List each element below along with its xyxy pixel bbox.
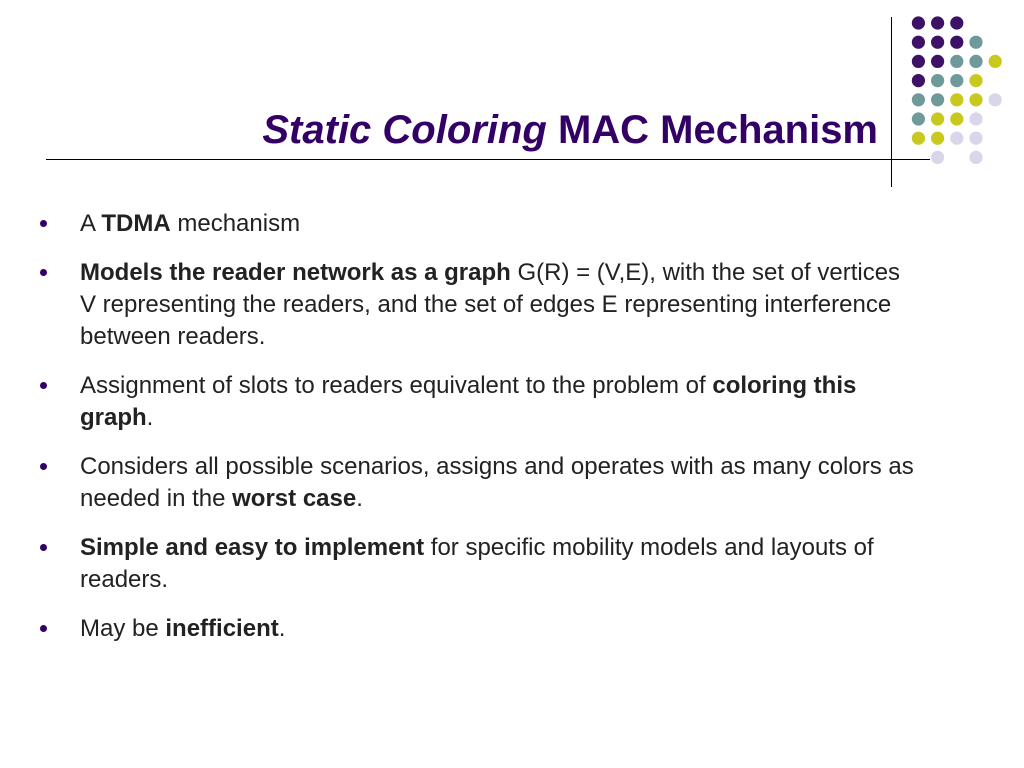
- bullet-text: [80, 534, 874, 593]
- decorative-dot: [912, 93, 925, 106]
- bullet-text-part: May be: [80, 615, 166, 642]
- bullet-text-bold: Simple and easy to implement: [80, 534, 425, 561]
- bullet-text-part: G(R) = (V,E), with the set of vertices V representing the readers, and the set of edges E representing interference between readers.: [80, 259, 901, 350]
- bullet-text-part: A: [80, 210, 102, 237]
- bullet-dot-icon: [40, 269, 47, 276]
- decorative-dot: [912, 36, 925, 49]
- bullet-dot-icon: [40, 382, 47, 389]
- decorative-dot: [950, 55, 963, 68]
- decorative-dot: [931, 151, 944, 164]
- decorative-dot: [969, 132, 982, 145]
- bullet-list: [40, 208, 920, 662]
- decorative-dot: [950, 74, 963, 87]
- vertical-divider: [891, 17, 892, 187]
- decorative-dot: [931, 93, 944, 106]
- bullet-text-part: .: [356, 485, 363, 512]
- decorative-dot: [969, 55, 982, 68]
- decorative-dot: [989, 93, 1002, 106]
- decorative-dot: [969, 93, 982, 106]
- decorative-dot: [931, 16, 944, 29]
- bullet-item: [40, 370, 920, 434]
- decorative-dot: [950, 36, 963, 49]
- bullet-item: [40, 613, 920, 645]
- decorative-dot: [912, 132, 925, 145]
- bullet-text: [80, 453, 914, 512]
- bullet-dot-icon: [40, 625, 47, 632]
- decorative-dot: [912, 16, 925, 29]
- bullet-text-bold: Models the reader network as a graph: [80, 259, 511, 286]
- decorative-dot: [950, 132, 963, 145]
- decorative-dot: [912, 112, 925, 125]
- bullet-dot-icon: [40, 463, 47, 470]
- decorative-dot: [950, 93, 963, 106]
- decorative-dot: [989, 55, 1002, 68]
- decorative-dot: [950, 112, 963, 125]
- decorative-dot: [931, 112, 944, 125]
- bullet-text-part: for specific mobility models and layouts of readers.: [80, 534, 874, 593]
- decorative-dot: [931, 36, 944, 49]
- bullet-dot-icon: [40, 544, 47, 551]
- bullet-text: [80, 259, 900, 350]
- decorative-dot: [931, 74, 944, 87]
- bullet-text-bold: TDMA: [101, 210, 171, 237]
- decorative-dot: [931, 55, 944, 68]
- bullet-text: [80, 210, 300, 237]
- bullet-text-part: Considers all possible scenarios, assigns and operates with as many colors as needed in the: [80, 453, 914, 512]
- bullet-dot-icon: [40, 220, 47, 227]
- bullet-item: [40, 532, 920, 596]
- slide-title: [262, 100, 878, 160]
- decorative-dot: [950, 16, 963, 29]
- slide-title-italic: Static Coloring: [262, 108, 547, 152]
- bullet-text-bold: inefficient: [165, 615, 279, 642]
- bullet-text-part: .: [146, 404, 154, 431]
- bullet-text-bold: worst case: [232, 485, 357, 512]
- bullet-text-part: .: [278, 615, 286, 642]
- decorative-dot: [969, 36, 982, 49]
- bullet-item: [40, 208, 920, 240]
- decorative-dot: [912, 74, 925, 87]
- bullet-item: [40, 257, 920, 353]
- bullet-text: [80, 615, 285, 642]
- bullet-text-bold: coloring this graph: [80, 372, 857, 431]
- bullet-text-part: mechanism: [170, 210, 301, 237]
- bullet-item: [40, 451, 920, 515]
- decorative-dot: [969, 74, 982, 87]
- decorative-dot: [931, 132, 944, 145]
- bullet-text-part: Assignment of slots to readers equivalent to the problem of: [80, 372, 713, 399]
- slide-title-rest: MAC Mechanism: [546, 108, 878, 152]
- decorative-dot: [969, 151, 982, 164]
- decorative-dot: [912, 55, 925, 68]
- title-underline: [46, 159, 930, 160]
- bullet-text: [80, 372, 856, 431]
- decorative-dot: [969, 112, 982, 125]
